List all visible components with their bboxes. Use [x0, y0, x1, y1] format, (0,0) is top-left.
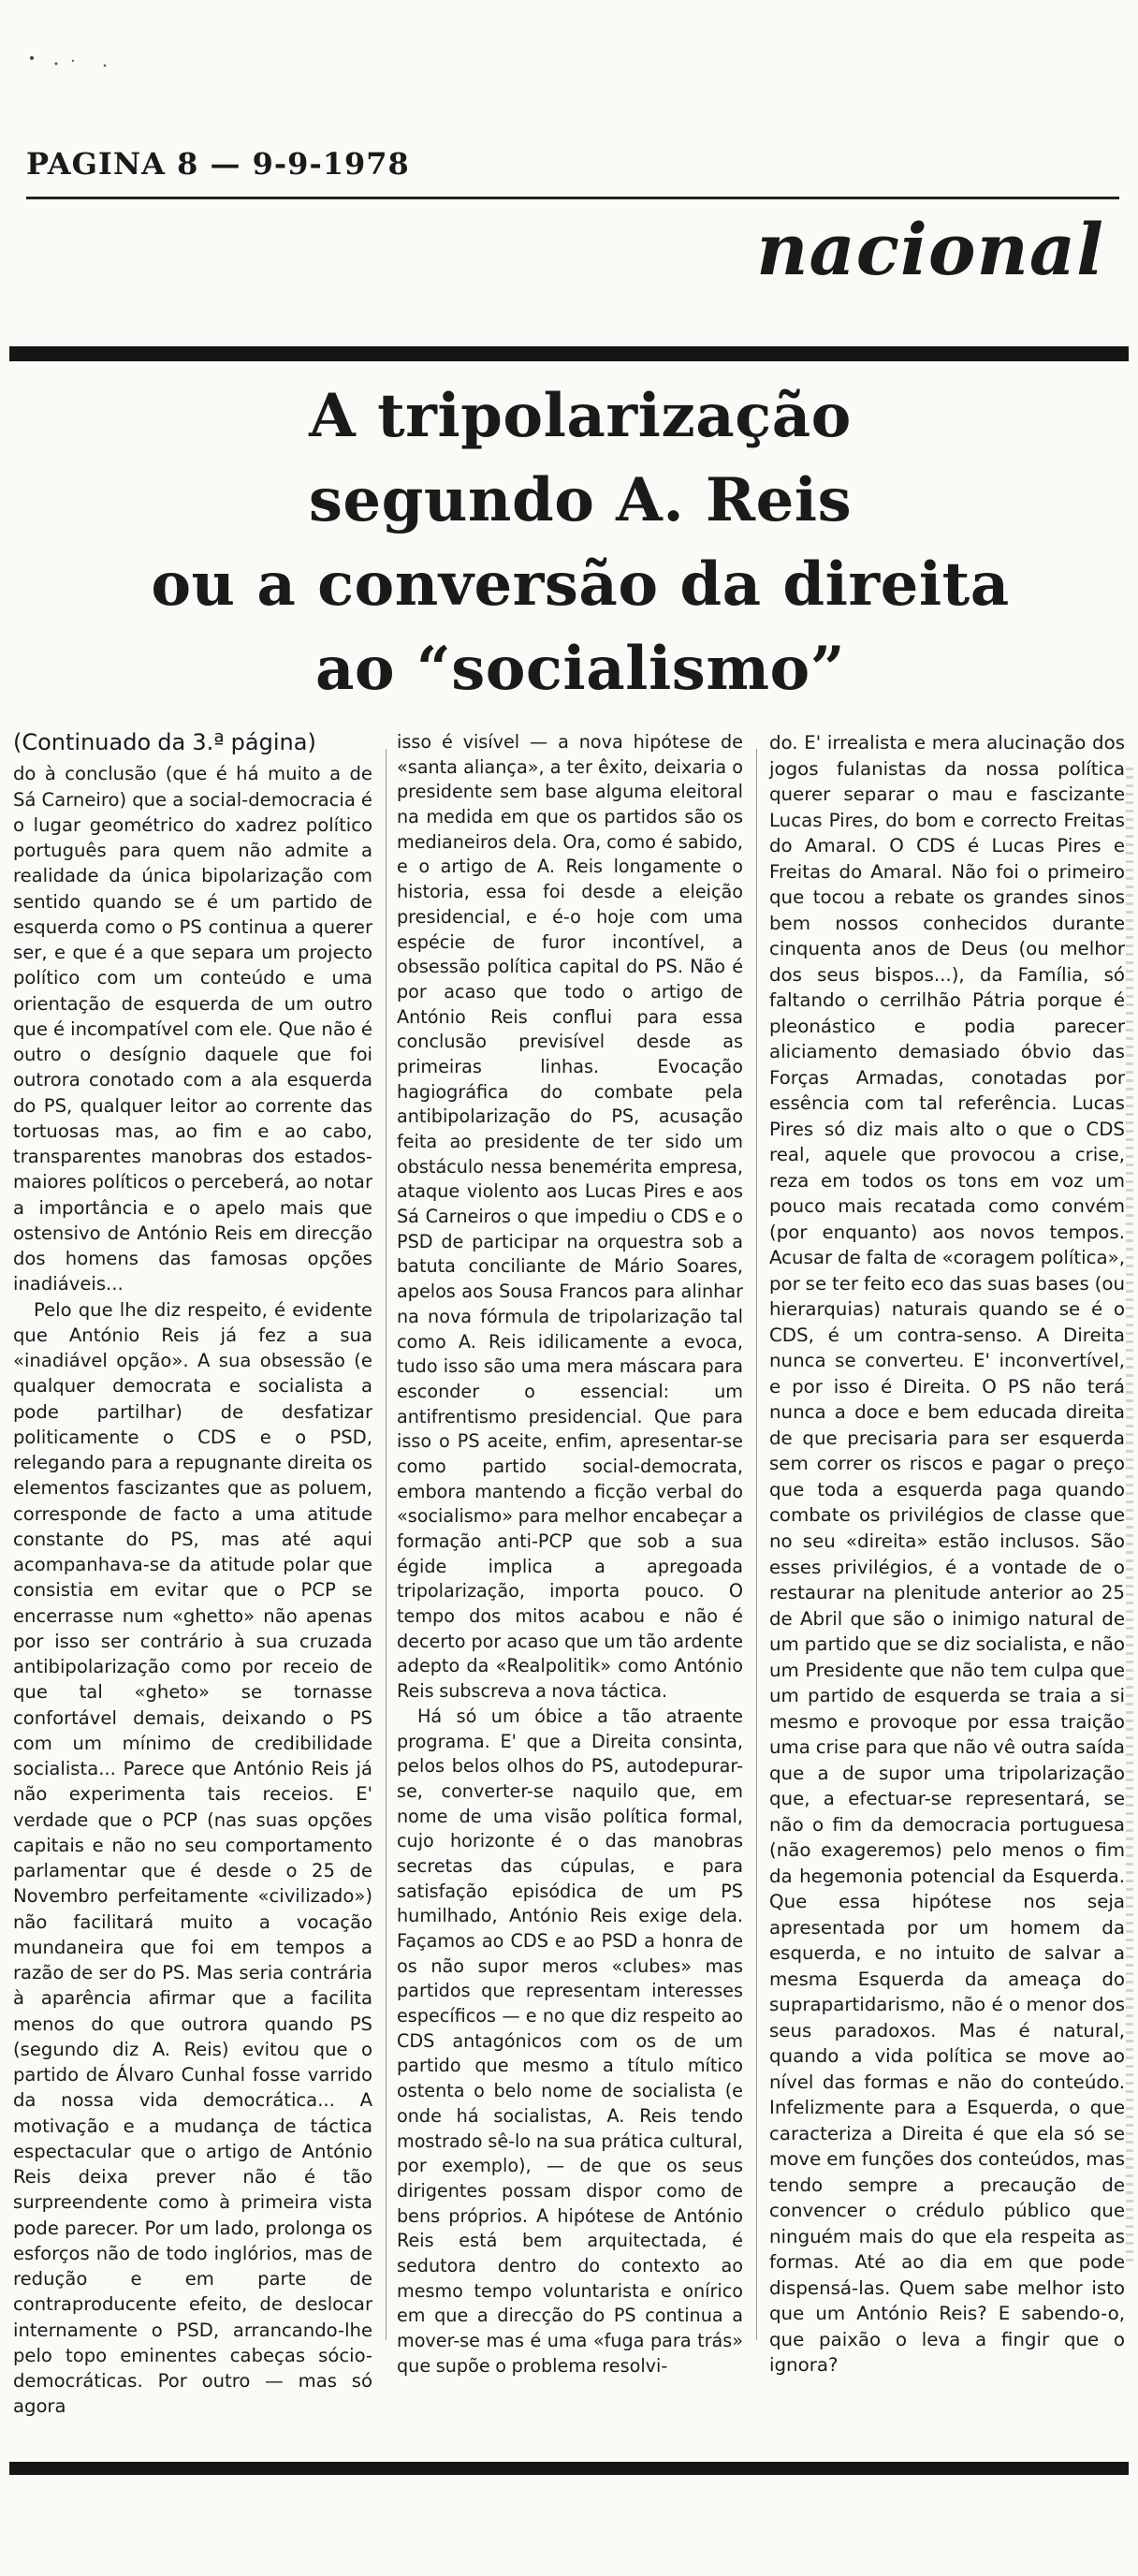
header-rule	[26, 197, 1119, 199]
continued-note: (Continuado da 3.ª página)	[13, 729, 316, 755]
section-title: nacional	[756, 208, 1104, 291]
bottom-thick-rule	[9, 2462, 1129, 2475]
article-paragraph: do à conclusão (que é há muito a de Sá Carneiro) que a social-democracia é o lugar geométrico do xadrez político português para quem não admite a realidade da única bipolarização com sentido quando se é um partido de esquerda como o PS continua a querer ser, e que é a que separa um projecto político com um conteúdo e uma orientação de esquerda de um outro que é incompatível com ele. Que não é outro o desígnio daquele que foi outrora conotado com a ala esquerda do PS, qualquer leitor ao corrente das tortuosas mas, ao fim e ao cabo, transparentes manobras dos estados-maiores políticos o perceberá, ao notar a importância e o apelo mais que ostensivo de António Reis em direcção dos homens das famosas opções inadiáveis...	[13, 763, 372, 1295]
column-divider	[386, 749, 387, 2340]
print-specks	[19, 37, 206, 75]
headline-line: A tripolarização	[309, 381, 852, 451]
article-paragraph: Há só um óbice a tão atraente programa. E' que a Direita consinta, pelos belos olhos do PS, autodepurar-se, converter-se naquilo que, em nome de uma visão política formal, cujo horizonte é o das manobras secretas das cúpulas, e para satisfação episódica de um PS humilhado, António Reis exige dela. Façamos ao CDS e ao PSD a honra de os não supor meros «clubes» mas partidos que representam interesses específicos — e no que diz respeito ao CDS antagónicos com os de um partido que mesmo a título mítico ostenta o belo nome de socialista (e onde há socialistas, A. Reis tendo mostrado sê-lo na sua prática cultural, por exemplo), — de que os seus dirigentes possam dispor como de bens próprios. A hipótese de António Reis está bem arquitectada, é sedutora dentro do contexto ao mesmo tempo voluntarista e onírico em que a direcção do PS continua a mover-se mas é uma «fuga para trás» que supõe o problema resolvi-	[397, 1705, 743, 2377]
article-paragraph: do. E' irrealista e mera alucinação dos jogos fulanistas da nossa política querer separar o mau e fascizante Lucas Pires, do bom e correcto Freitas do Amaral. O CDS é Lucas Pires e Freitas do Amaral. Não foi o primeiro que tocou a rebate os grandes sinos bem nossos conhecidos durante cinquenta anos de Deus (ou melhor dos seus bispos...), da Família, só faltando o cerrilhão Pátria porque é pleonástico e podia parecer aliciamento demasiado óbvio das Forças Armadas, conotadas por essência com tal referência. Lucas Pires só diz mais alto o que o CDS real, aquele que provocou a crise, reza em todos os tons em voz um pouco mais recatada como convém (por enquanto) aos novos tempos. Acusar de falta de «coragem política», por se ter feito eco das suas bases (ou hierarquias) naturais quando se é o CDS, é um contra-senso. A Direita nunca se converteu. E' inconvertível, e por isso é Direita. O PS não terá nunca a doce e bem educada direita de que precisaria para ser esquerda sem correr os riscos e pagar o preço que toda a esquerda paga quando combate os privilégios de classe que no seu «direita» estão inclusos. São esses privilégios, é a vontade de o restaurar na plenitude anterior ao 25 de Abril que são o inimigo natural de um partido que se diz socialista, e não um Presidente que não tem culpa que um partido de esquerda se traia a si mesmo e provoque por essa traição uma crise para que não vê outra saída que a de supor uma tripolarização que, a efectuar-se representará, se não o fim da democracia portuguesa (não exageremos) pelo menos o fim da hegemonia potencial da Esquerda. Que essa hipótese nos seja apresentada por um homem da esquerda, e no intuito de salvar a mesma Esquerda da ameaça do suprapartidarismo, não é o menor dos seus paradoxos. Mas é natural, quando a vida política se move ao nível das formas e não do conteúdo. Infelizmente para a Esquerda, o que caracteriza a Direita é que ela só se move em funções dos conteúdos, mas tendo sempre a precaução de convencer o crédulo público que ninguém mais do que ela respeita as formas. Até ao dia em que pode dispensá-las. Quem sabe melhor isto que um António Reis? E sabendo-o, que paixão o leva a fingir que o ignora?	[769, 732, 1125, 2377]
top-thick-rule	[9, 346, 1129, 361]
article-paragraph: Pelo que lhe diz respeito, é evidente que António Reis já fez a sua «inadiável opção». A sua obsessão (e qualquer democrata e socialista a pode partilhar) de desfatizar politicamente o CDS e o PSD, relegando para a repugnante direita os elementos fascizantes que as poluem, corresponde de facto a uma atitude constante do PS, mas até aqui acompanhava-se da atitude polar que consistia em evitar que o PCP se encerrasse num «ghetto» não apenas por isso ser contrário à sua cruzada antibipolarização como por receio de que tal «gheto» se tornasse confortável demais, deixando o PS com um mínimo de credibilidade socialista... Parece que António Reis já não experimenta tais receios. E' verdade que o PCP (nas suas opções capitais e não no seu comportamento parlamentar que é desde o 25 de Novembro perfeitamente «civilizado») não facilitará muito a vocação mundaneira que foi em tempos a razão de ser do PS. Mas seria contrária à aparência afirmar que a facilita menos do que outrora quando PS (segundo diz A. Reis) evitou que o partido de Álvaro Cunhal fosse varrido da nossa vida democrática... A motivação e a mudança de táctica espectacular que o artigo de António Reis deixa prever não é tão surpreendente como à primeira vista pode parecer. Por um lado, prolonga os esforços não de todo inglórios, mas de redução e em parte de contraproducente efeito, de deslocar internamente o PSD, arrancando-lhe pelo topo eminentes cabeças sócio-democráticas. Por outro — mas só agora	[13, 1298, 372, 2418]
running-head: PAGINA 8 — 9-9-1978	[26, 146, 410, 182]
column-divider	[756, 749, 757, 2340]
page-edge-shadow	[1126, 768, 1133, 2265]
headline-line: segundo A. Reis	[308, 465, 853, 535]
headline-line: ao “socialismo”	[314, 634, 846, 704]
headline-line: ou a conversão da direita	[151, 549, 1010, 620]
article-column-2	[397, 730, 743, 2378]
article-column-1	[13, 730, 372, 2420]
article-column-3	[769, 730, 1125, 2378]
headline	[84, 374, 1076, 711]
article-paragraph: isso é visível — a nova hipótese de «santa aliança», a ter êxito, deixaria o presidente sem base alguma eleitoral na medida em que os partidos são os medianeiros dela. Ora, como é sabido, e o artigo de A. Reis longamente o historia, essa foi desde a eleição presidencial, e é-o hoje com uma espécie de furor incontível, a obsessão política capital do PS. Não é por acaso que todo o artigo de António Reis conflui para essa conclusão previsível desde as primeiras linhas. Evocação hagiográfica do combate pela antibipolarização do PS, acusação feita ao presidente de ter sido um obstáculo nessa benemérita empresa, ataque violento aos Lucas Pires e aos Sá Carneiros o que impediu o CDS e o PSD de participar na orquestra sob a batuta conciliante de Mário Soares, apelos aos Sousa Francos para alinhar na nova fórmula de tripolarização tal como A. Reis idilicamente a evoca, tudo isso são uma mera máscara para esconder o essencial: um antifrentismo presidencial. Que para isso o PS aceite, enfim, apresentar-se como partido social-democrata, embora mantendo a ficção verbal do «socialismo» para melhor encabeçar a formação anti-PCP que sob a sua égide implica a apregoada tripolarização, importa pouco. O tempo dos mitos acabou e não é decerto por acaso que um tão ardente adepto da «Realpolitik» como António Reis subscreva a nova táctica.	[397, 731, 743, 1703]
